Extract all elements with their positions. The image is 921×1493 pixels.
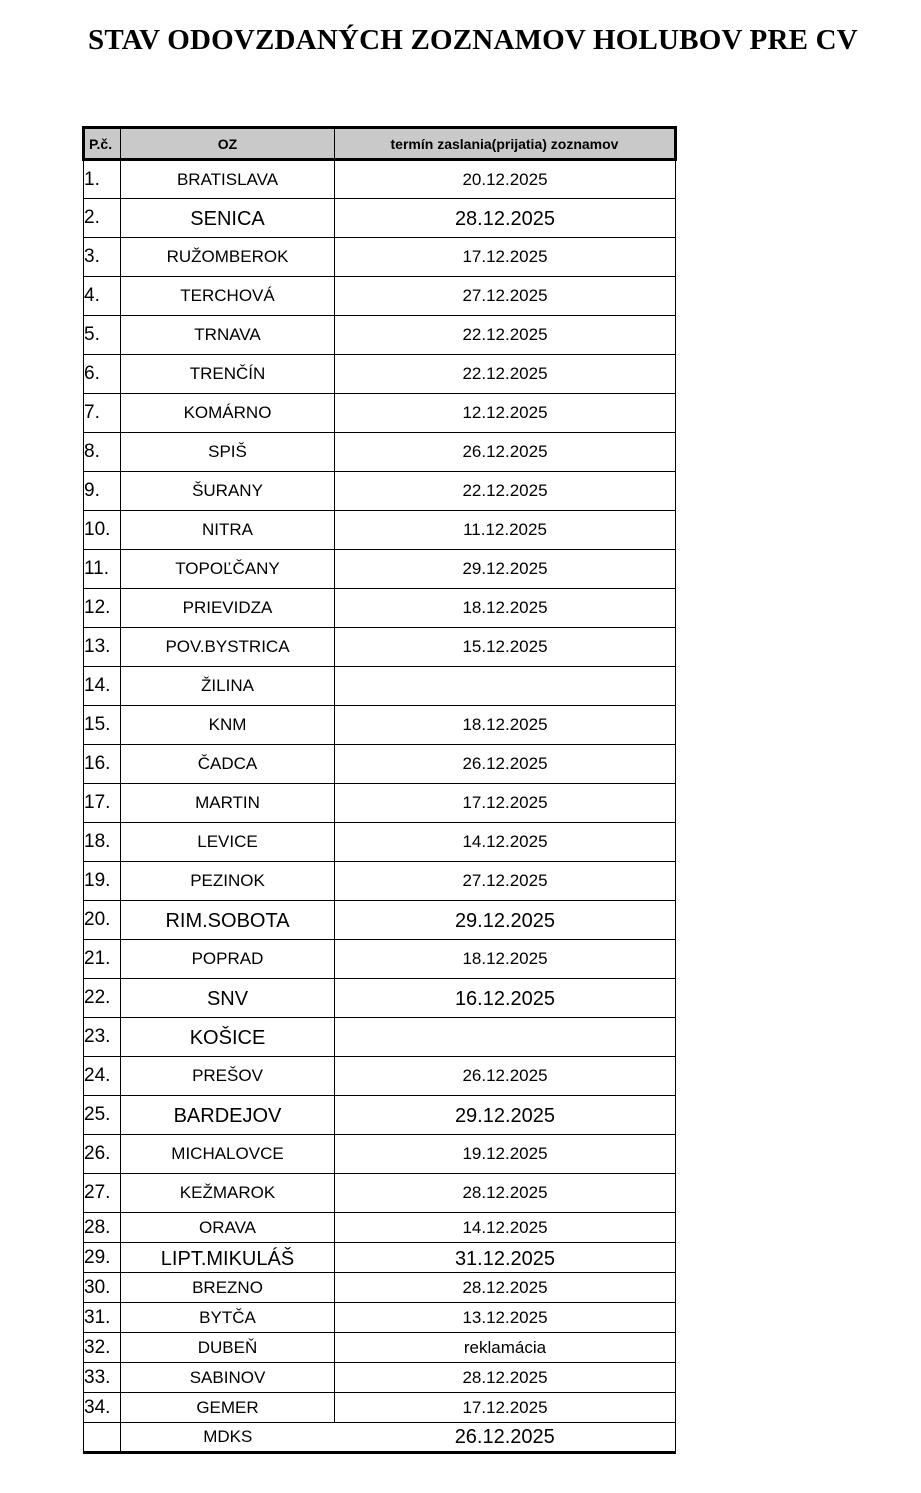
table-row (84, 1303, 676, 1333)
oz-name-cell: KOMÁRNO (121, 394, 335, 433)
date-cell: 26.12.2025 (335, 745, 676, 784)
table-row (84, 745, 676, 784)
table-row (84, 1018, 676, 1057)
table-row (84, 1213, 676, 1243)
date-cell: 28.12.2025 (335, 199, 676, 238)
table-row (84, 1096, 676, 1135)
row-number-cell: 32. (84, 1333, 121, 1363)
oz-name-cell: RIM.SOBOTA (121, 901, 335, 940)
table-row (84, 589, 676, 628)
oz-name-cell: BARDEJOV (121, 1096, 335, 1135)
oz-name-cell: BYTČA (121, 1303, 335, 1333)
row-number-cell: 4. (84, 277, 121, 316)
oz-name-cell: PEZINOK (121, 862, 335, 901)
oz-name-cell: TRNAVA (121, 316, 335, 355)
oz-name-cell: SABINOV (121, 1363, 335, 1393)
table-row (84, 979, 676, 1018)
row-number-cell: 23. (84, 1018, 121, 1057)
footer-date-cell: 26.12.2025 (335, 1423, 676, 1453)
row-number-cell: 30. (84, 1273, 121, 1303)
oz-name-cell: PRIEVIDZA (121, 589, 335, 628)
date-cell: 22.12.2025 (335, 316, 676, 355)
date-cell: 28.12.2025 (335, 1273, 676, 1303)
row-number-cell: 2. (84, 199, 121, 238)
date-cell: 28.12.2025 (335, 1363, 676, 1393)
date-cell: 20.12.2025 (335, 160, 676, 199)
table-row (84, 784, 676, 823)
footer-number-cell (84, 1423, 121, 1453)
row-number-cell: 34. (84, 1393, 121, 1423)
oz-name-cell: PREŠOV (121, 1057, 335, 1096)
row-number-cell: 12. (84, 589, 121, 628)
table-row (84, 355, 676, 394)
date-cell: 17.12.2025 (335, 238, 676, 277)
header-order-number: P.č. (84, 128, 121, 160)
date-cell: 18.12.2025 (335, 589, 676, 628)
row-number-cell: 20. (84, 901, 121, 940)
row-number-cell: 27. (84, 1174, 121, 1213)
table-row (84, 1363, 676, 1393)
oz-name-cell: ORAVA (121, 1213, 335, 1243)
oz-name-cell: GEMER (121, 1393, 335, 1423)
row-number-cell: 5. (84, 316, 121, 355)
table-row (84, 1243, 676, 1273)
row-number-cell: 24. (84, 1057, 121, 1096)
oz-name-cell: MICHALOVCE (121, 1135, 335, 1174)
row-number-cell: 18. (84, 823, 121, 862)
oz-name-cell: TERCHOVÁ (121, 277, 335, 316)
date-cell: 26.12.2025 (335, 1057, 676, 1096)
oz-name-cell: SNV (121, 979, 335, 1018)
date-cell (335, 667, 676, 706)
oz-name-cell: SENICA (121, 199, 335, 238)
table-row (84, 394, 676, 433)
row-number-cell: 1. (84, 160, 121, 199)
oz-name-cell: MARTIN (121, 784, 335, 823)
oz-name-cell: KNM (121, 706, 335, 745)
row-number-cell: 21. (84, 940, 121, 979)
date-cell: 13.12.2025 (335, 1303, 676, 1333)
row-number-cell: 11. (84, 550, 121, 589)
table-row (84, 1174, 676, 1213)
table-row (84, 667, 676, 706)
row-number-cell: 22. (84, 979, 121, 1018)
oz-name-cell: POPRAD (121, 940, 335, 979)
table-header-row (84, 128, 676, 160)
oz-name-cell: TRENČÍN (121, 355, 335, 394)
table-footer-row (84, 1423, 676, 1453)
table-row (84, 472, 676, 511)
date-cell: 19.12.2025 (335, 1135, 676, 1174)
row-number-cell: 3. (84, 238, 121, 277)
row-number-cell: 33. (84, 1363, 121, 1393)
row-number-cell: 25. (84, 1096, 121, 1135)
oz-name-cell: NITRA (121, 511, 335, 550)
date-cell: 29.12.2025 (335, 1096, 676, 1135)
table-body (84, 160, 676, 1453)
row-number-cell: 10. (84, 511, 121, 550)
table-row (84, 823, 676, 862)
table-row (84, 316, 676, 355)
oz-name-cell: BREZNO (121, 1273, 335, 1303)
oz-name-cell: ČADCA (121, 745, 335, 784)
row-number-cell: 16. (84, 745, 121, 784)
oz-name-cell: KOŠICE (121, 1018, 335, 1057)
oz-name-cell: BRATISLAVA (121, 160, 335, 199)
table-row (84, 706, 676, 745)
submission-table (82, 126, 677, 1454)
row-number-cell: 9. (84, 472, 121, 511)
row-number-cell: 26. (84, 1135, 121, 1174)
row-number-cell: 19. (84, 862, 121, 901)
oz-name-cell: TOPOĽČANY (121, 550, 335, 589)
date-cell: 14.12.2025 (335, 1213, 676, 1243)
row-number-cell: 6. (84, 355, 121, 394)
row-number-cell: 14. (84, 667, 121, 706)
date-cell: 15.12.2025 (335, 628, 676, 667)
date-cell: 18.12.2025 (335, 940, 676, 979)
table-row (84, 940, 676, 979)
table-row (84, 433, 676, 472)
oz-name-cell: ŽILINA (121, 667, 335, 706)
row-number-cell: 13. (84, 628, 121, 667)
table-row (84, 862, 676, 901)
table-row (84, 1393, 676, 1423)
date-cell: 27.12.2025 (335, 277, 676, 316)
date-cell: reklamácia (335, 1333, 676, 1363)
table-row (84, 1273, 676, 1303)
date-cell: 28.12.2025 (335, 1174, 676, 1213)
date-cell: 16.12.2025 (335, 979, 676, 1018)
row-number-cell: 17. (84, 784, 121, 823)
table-row (84, 1057, 676, 1096)
date-cell (335, 1018, 676, 1057)
row-number-cell: 8. (84, 433, 121, 472)
table-row (84, 199, 676, 238)
oz-name-cell: LEVICE (121, 823, 335, 862)
table-row (84, 1135, 676, 1174)
footer-oz-cell: MDKS (121, 1423, 335, 1453)
row-number-cell: 31. (84, 1303, 121, 1333)
row-number-cell: 28. (84, 1213, 121, 1243)
date-cell: 12.12.2025 (335, 394, 676, 433)
date-cell: 31.12.2025 (335, 1243, 676, 1273)
oz-name-cell: POV.BYSTRICA (121, 628, 335, 667)
table-row (84, 1333, 676, 1363)
oz-name-cell: ŠURANY (121, 472, 335, 511)
header-oz: OZ (121, 128, 335, 160)
date-cell: 22.12.2025 (335, 472, 676, 511)
table-row (84, 628, 676, 667)
oz-name-cell: DUBEŇ (121, 1333, 335, 1363)
table-row (84, 511, 676, 550)
row-number-cell: 29. (84, 1243, 121, 1273)
date-cell: 14.12.2025 (335, 823, 676, 862)
date-cell: 29.12.2025 (335, 901, 676, 940)
table-row (84, 160, 676, 199)
header-submission-date: termín zaslania(prijatia) zoznamov (335, 128, 676, 160)
date-cell: 18.12.2025 (335, 706, 676, 745)
table-row (84, 238, 676, 277)
date-cell: 17.12.2025 (335, 1393, 676, 1423)
table-row (84, 277, 676, 316)
oz-name-cell: SPIŠ (121, 433, 335, 472)
table-row (84, 550, 676, 589)
page-title: STAV ODOVZDANÝCH ZOZNAMOV HOLUBOV PRE CV (88, 24, 858, 56)
oz-name-cell: LIPT.MIKULÁŠ (121, 1243, 335, 1273)
date-cell: 11.12.2025 (335, 511, 676, 550)
date-cell: 29.12.2025 (335, 550, 676, 589)
oz-name-cell: KEŽMAROK (121, 1174, 335, 1213)
table-row (84, 901, 676, 940)
date-cell: 22.12.2025 (335, 355, 676, 394)
date-cell: 17.12.2025 (335, 784, 676, 823)
oz-name-cell: RUŽOMBEROK (121, 238, 335, 277)
row-number-cell: 15. (84, 706, 121, 745)
date-cell: 27.12.2025 (335, 862, 676, 901)
row-number-cell: 7. (84, 394, 121, 433)
date-cell: 26.12.2025 (335, 433, 676, 472)
